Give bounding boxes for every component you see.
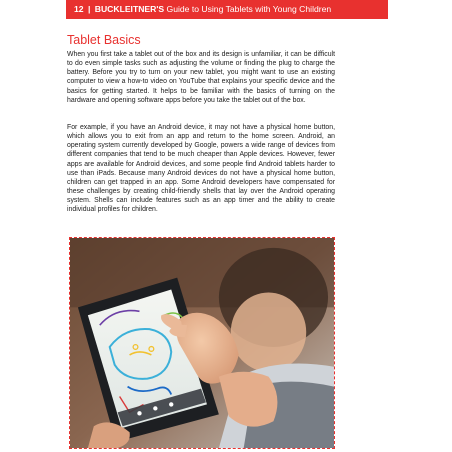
section-title: Tablet Basics <box>67 33 141 47</box>
header-author: BUCKLEITNER'S <box>94 4 165 14</box>
header-guide-title: Guide to Using Tablets with Young Children <box>166 4 332 14</box>
page-number: 12 <box>74 4 84 14</box>
child-using-tablet-photo <box>70 238 334 448</box>
body-paragraph-2: For example, if you have an Android device, it may not have a physical home button, which allows you to exit from an app and return to the home screen. Android, an operating system currently developed by Google, powers a wide range of devices from different companies that tend to be much cheaper than Apple devices. However, fewer apps are available for Android devices, and some people find Android tablets harder to use than iPads. Because many Android devices do not have a physical home button, children can get trapped in an app. Some Android developers have compensated for these challenges by creating child-friendly shells that lay over the Android operating system. Shells can include features such as an app timer and the ability to create individual profiles for children. <box>67 124 335 214</box>
header-separator: | <box>87 4 91 14</box>
running-header <box>66 0 388 19</box>
body-paragraph-1: When you first take a tablet out of the box and its design is unfamiliar, it can be difficult to do even simple tasks such as adjusting the volume or finding the plug to charge the battery. Before you try to turn on your new tablet, you might want to use an existing computer to view a how-to video on YouTube that explains your specific device and the basics for getting started. It helps to be familiar with the basics of turning on the hardware and opening software apps before you take the tablet out of the box. <box>67 51 335 104</box>
photo-frame <box>69 237 335 449</box>
